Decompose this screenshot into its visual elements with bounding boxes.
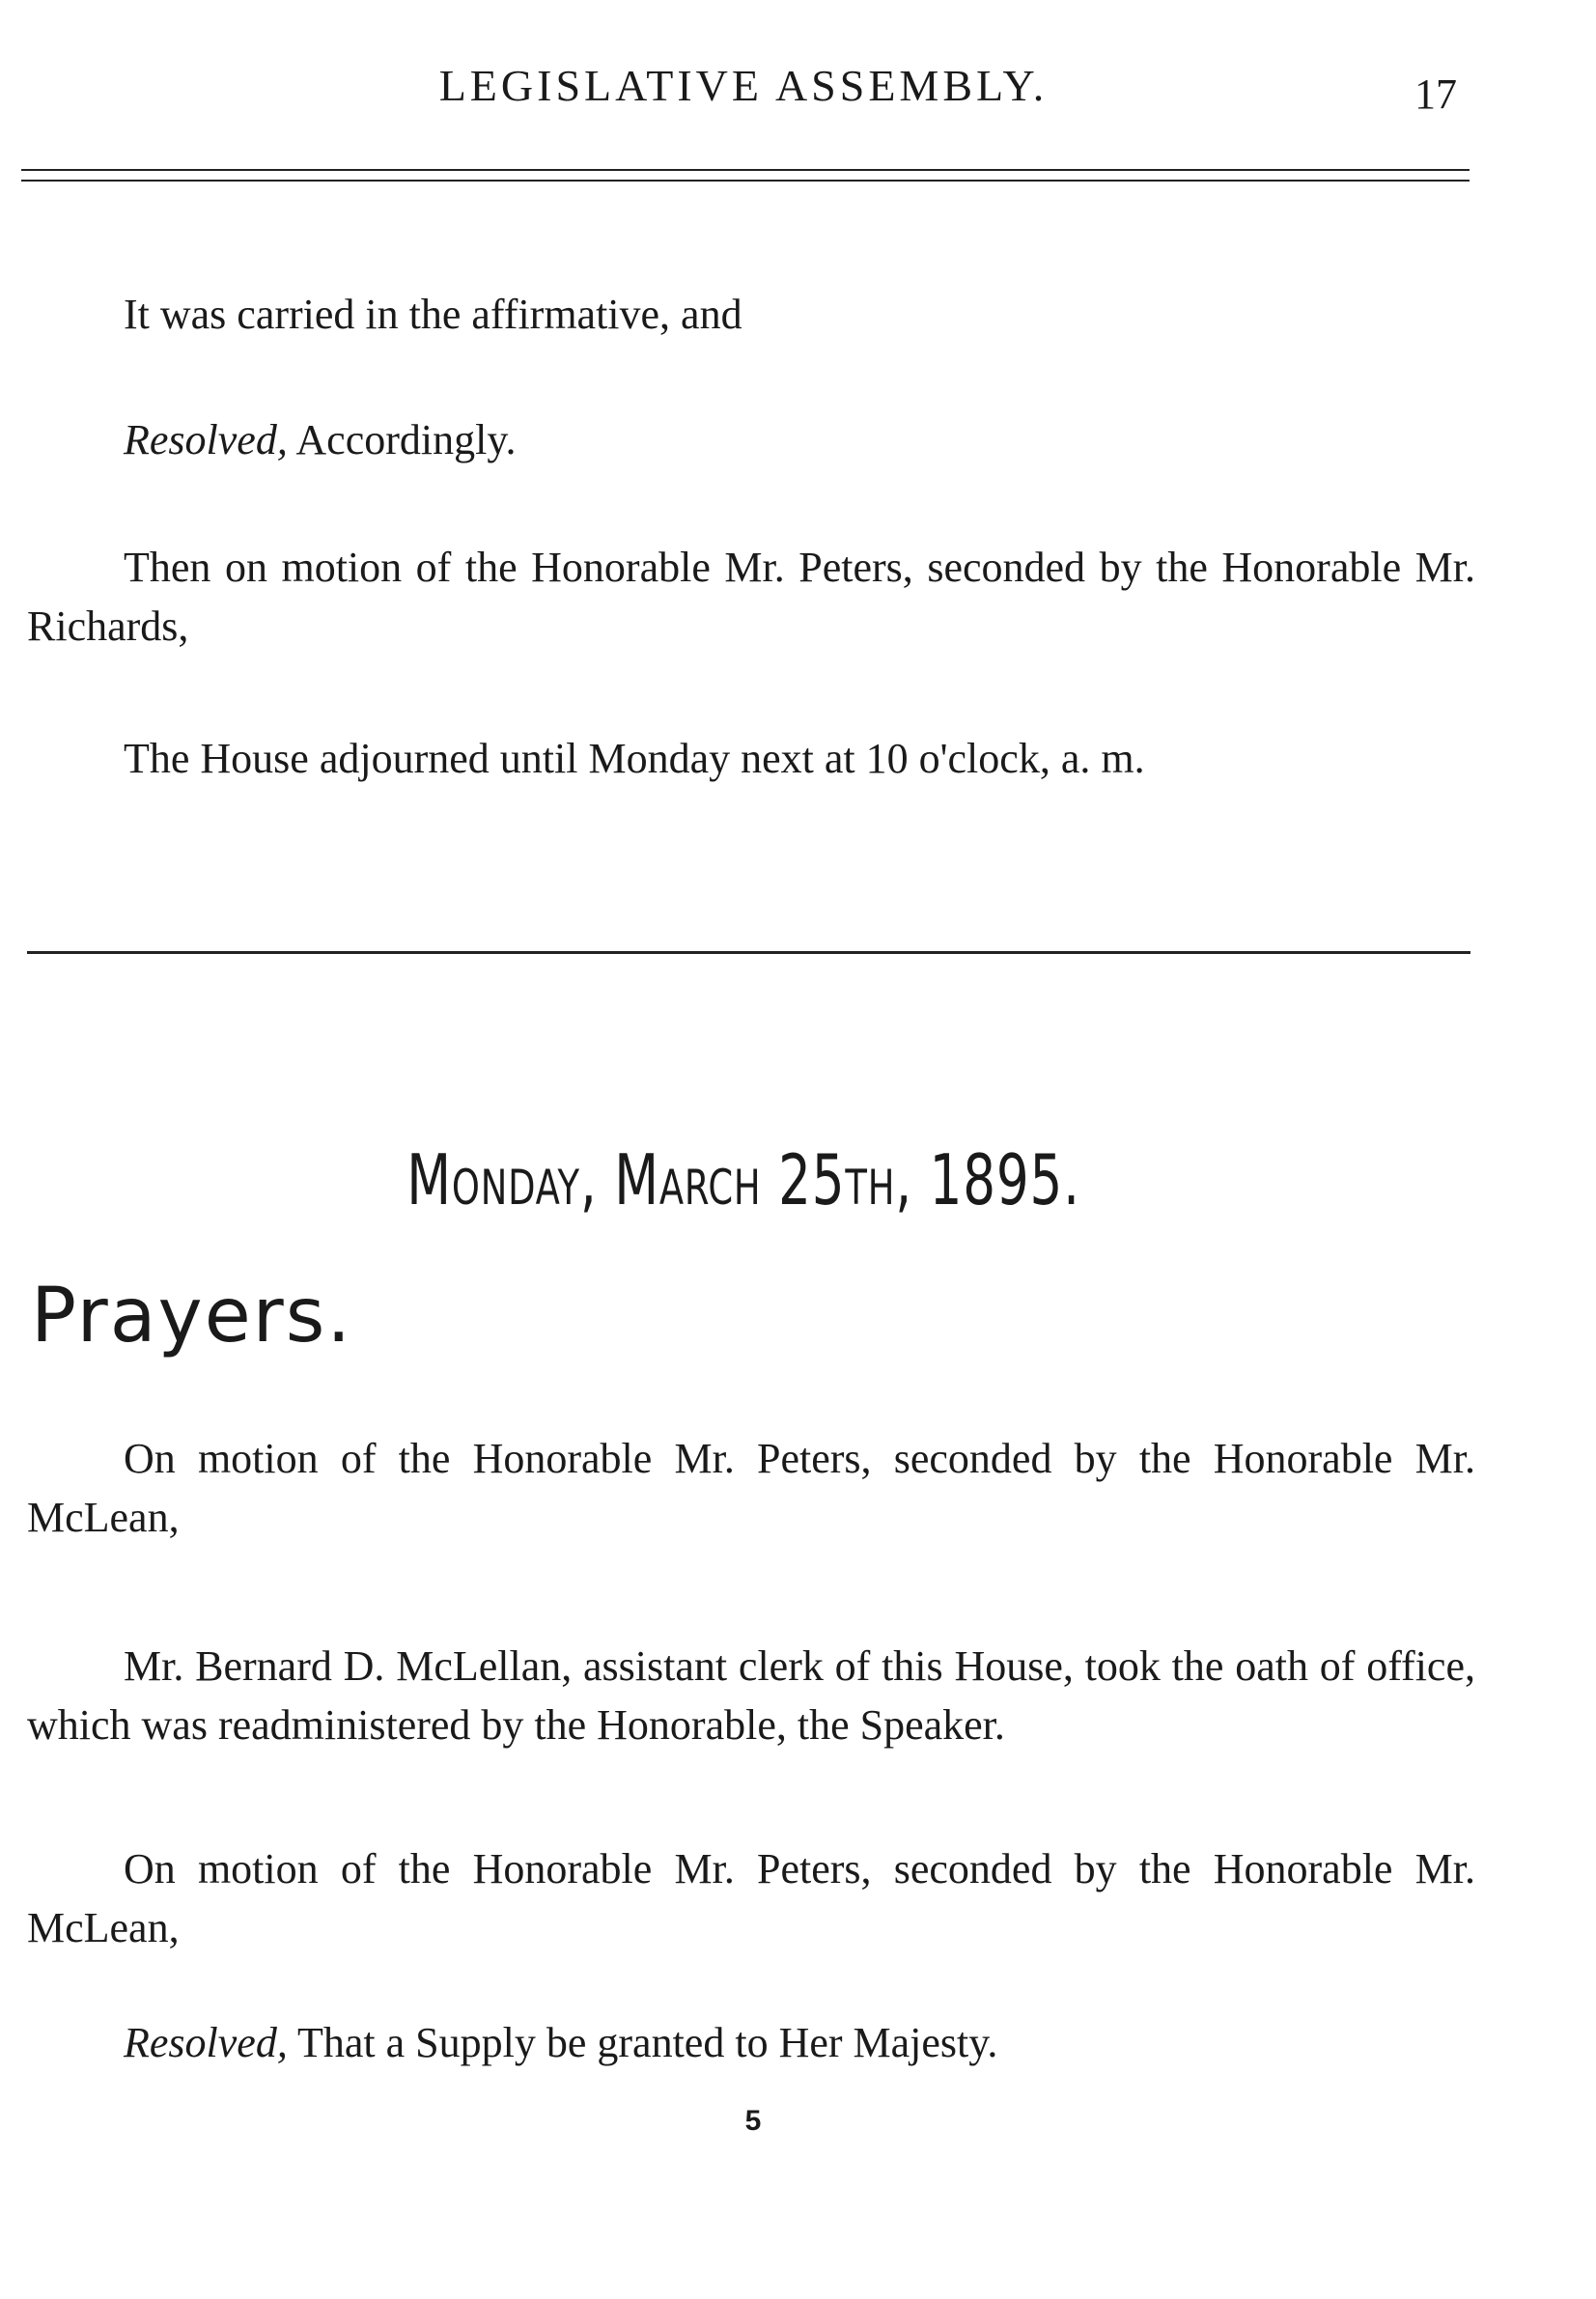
paragraph-motion-mclean-1-text: On motion of the Honorable Mr. Peters, seconded by the Honorable Mr. McLean, — [27, 1435, 1475, 1541]
paragraph-carried-text: It was carried in the affirmative, and — [124, 291, 742, 338]
paragraph-oath-of-office-text: Mr. Bernard D. McLellan, assistant clerk of this House, took the oath of office, which was readministered by the Honorable, the Speaker. — [27, 1642, 1475, 1749]
paragraph-motion-mclean-1 — [27, 1429, 1475, 1547]
paragraph-carried — [27, 285, 1475, 344]
date-heading-text: Monday, March 25th, 1895. — [406, 1139, 1080, 1220]
resolved-italic: Resolved, — [124, 416, 288, 463]
resolved-supply-italic: Resolved, — [124, 2019, 288, 2066]
running-title: LEGISLATIVE ASSEMBLY. — [438, 61, 1049, 110]
date-heading — [134, 1139, 1354, 1220]
resolved-accordingly-text: Accordingly. — [287, 416, 517, 463]
paragraph-motion-adjourn — [27, 538, 1475, 656]
prayers-heading: Prayers. — [31, 1273, 353, 1360]
header-double-rule — [21, 169, 1470, 182]
paragraph-motion-adjourn-text: Then on motion of the Honorable Mr. Peters, seconded by the Honorable Mr. Richards, — [27, 544, 1475, 650]
paragraph-motion-mclean-2-text: On motion of the Honorable Mr. Peters, seconded by the Honorable Mr. McLean, — [27, 1845, 1475, 1951]
paragraph-oath-of-office — [27, 1637, 1475, 1754]
page-number: 17 — [1414, 70, 1457, 118]
signature-mark: 5 — [744, 2105, 762, 2137]
paragraph-resolved-accordingly — [27, 410, 1475, 469]
section-divider-rule — [27, 951, 1470, 954]
paragraph-house-adjourned — [27, 729, 1475, 788]
paragraph-resolved-supply — [27, 2013, 1475, 2072]
paragraph-house-adjourned-text: The House adjourned until Monday next at 10 o'clock, a. m. — [124, 735, 1145, 782]
resolved-supply-text: That a Supply be granted to Her Majesty. — [287, 2019, 998, 2066]
paragraph-motion-mclean-2 — [27, 1839, 1475, 1957]
